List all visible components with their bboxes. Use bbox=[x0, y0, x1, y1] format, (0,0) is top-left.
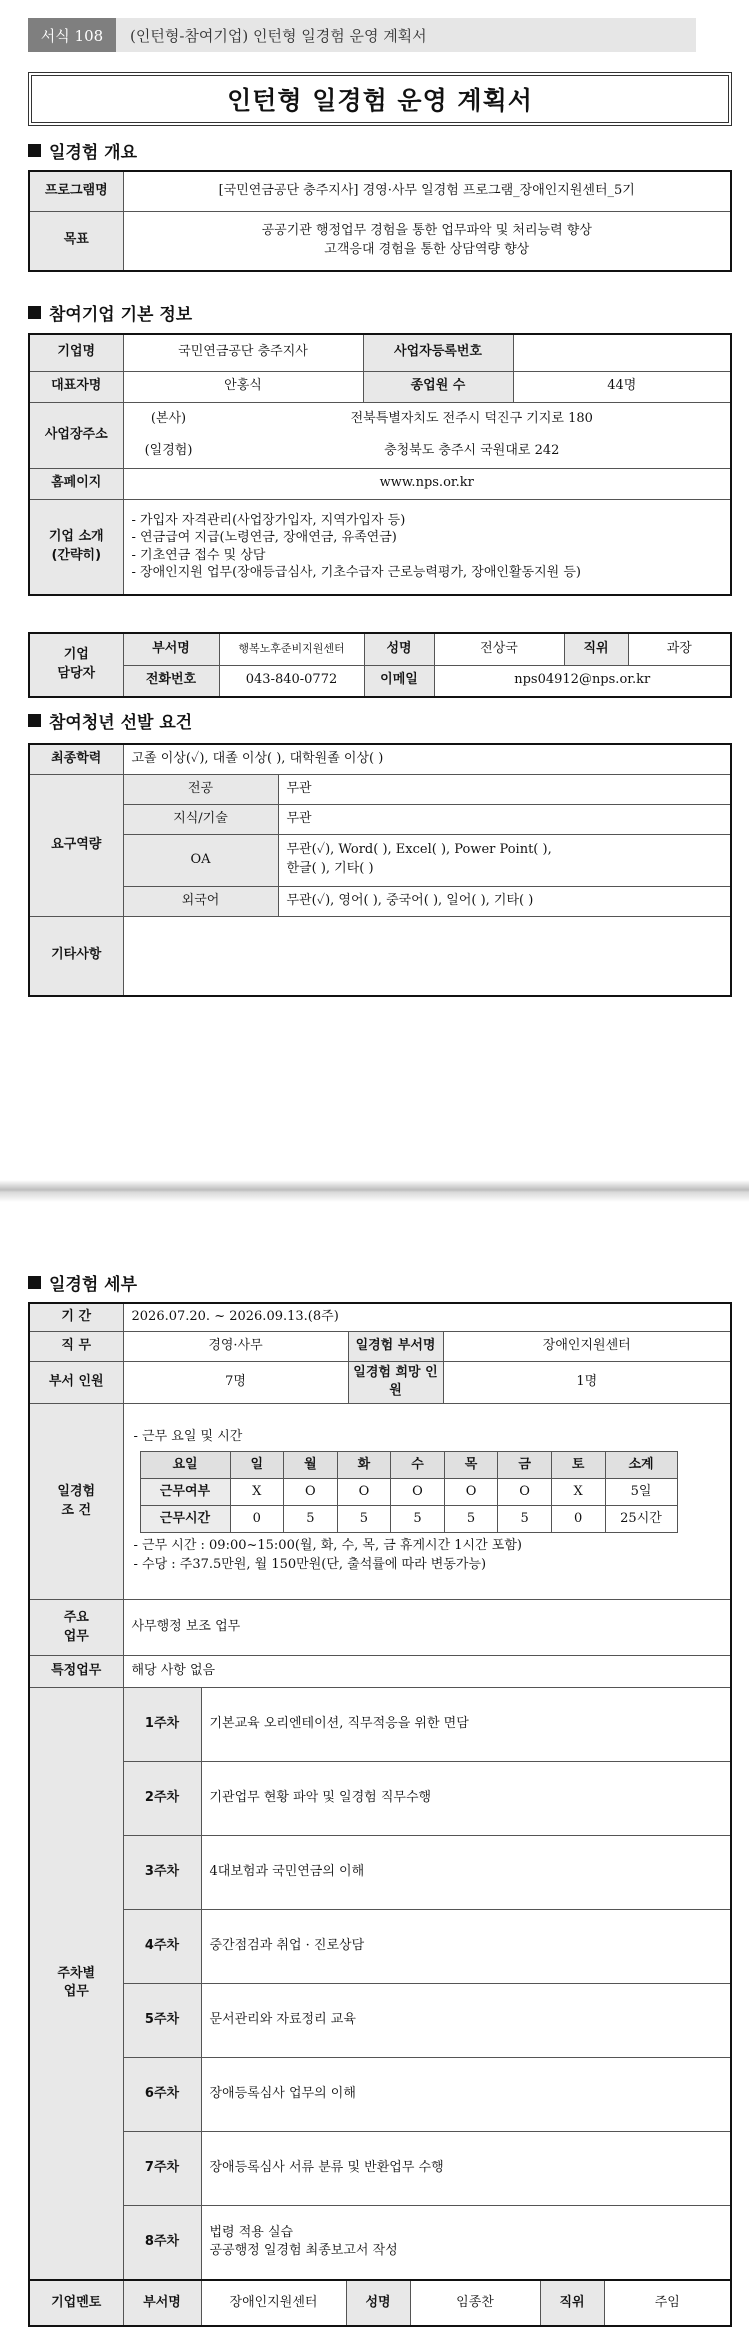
week-label: 8주차 bbox=[123, 2206, 201, 2280]
mentor-dept-label: 부서명 bbox=[123, 2280, 201, 2326]
square-bullet-icon bbox=[28, 144, 41, 157]
period-label: 기 간 bbox=[29, 1303, 123, 1331]
overview-table bbox=[28, 170, 732, 272]
mentor-name-label: 성명 bbox=[346, 2280, 410, 2326]
pay-note: - 수당 : 주37.5만원, 월 150만원(단, 출석률에 따라 변동가능) bbox=[133, 1557, 487, 1573]
bizno-label: 사업자등록번호 bbox=[363, 334, 513, 371]
week-task: 4대보험과 국민연금의 이해 bbox=[201, 1836, 731, 1910]
ceo-label: 대표자명 bbox=[29, 371, 123, 402]
program-value: [국민연금공단 충주지사] 경영·사무 일경험 프로그램_장애인지원센터_5기 bbox=[123, 171, 731, 211]
bizno-value bbox=[513, 334, 731, 371]
section-overview-heading: 일경험 개요 bbox=[28, 138, 137, 163]
week-task: 법령 적용 실습 공공행정 일경험 최종보고서 작성 bbox=[201, 2206, 731, 2280]
sched-header: 토 bbox=[551, 1452, 605, 1479]
schedule-table bbox=[140, 1451, 678, 1533]
email-value[interactable]: nps04912@nps.or.kr bbox=[434, 665, 731, 697]
sched-header: 요일 bbox=[140, 1452, 230, 1479]
company-value: 국민연금공단 충주지사 bbox=[123, 334, 363, 371]
intro-line: - 장애인지원 업무(장애등급심사, 기초수급자 근로능력평가, 장애인활동지원 등) bbox=[131, 565, 581, 581]
section-company-heading: 참여기업 기본 정보 bbox=[28, 300, 192, 325]
detail-table bbox=[28, 1302, 732, 2281]
week-label: 3주차 bbox=[123, 1836, 201, 1910]
etc-value bbox=[123, 916, 731, 996]
week-label: 1주차 bbox=[123, 1688, 201, 1762]
dept-label: 부서명 bbox=[123, 633, 219, 665]
sched-cell: O bbox=[284, 1479, 338, 1506]
requirements-table bbox=[28, 743, 732, 997]
edu-label: 최종학력 bbox=[29, 744, 123, 774]
lang-value: 무관(✓), 영어( ), 중국어( ), 일어( ), 기타( ) bbox=[278, 886, 731, 916]
sched-header: 일 bbox=[230, 1452, 284, 1479]
mentor-label: 기업멘토 bbox=[29, 2280, 123, 2326]
duty-label: 직 무 bbox=[29, 1331, 123, 1361]
mentor-name-value: 임종찬 bbox=[410, 2280, 540, 2326]
sched-cell: X bbox=[230, 1479, 284, 1506]
ceo-value: 안홍식 bbox=[123, 371, 363, 402]
sched-header: 월 bbox=[284, 1452, 338, 1479]
square-bullet-icon bbox=[28, 1276, 41, 1289]
week-label: 6주차 bbox=[123, 2058, 201, 2132]
time-note: - 근무 시간 : 09:00~15:00(월, 화, 수, 목, 금 휴게시간 1시간 포함) bbox=[133, 1538, 522, 1554]
sched-header: 수 bbox=[391, 1452, 445, 1479]
intro-label: 기업 소개 (간략히) bbox=[29, 499, 123, 595]
mentor-dept-value: 장애인지원센터 bbox=[201, 2280, 346, 2326]
program-label: 프로그램명 bbox=[29, 171, 123, 211]
week-task: 장애등록심사 업무의 이해 bbox=[201, 2058, 731, 2132]
major-label: 전공 bbox=[123, 774, 278, 804]
position-label: 직위 bbox=[564, 633, 628, 665]
page-2 bbox=[0, 1202, 749, 2342]
mentor-table bbox=[28, 2279, 732, 2327]
intro-line: - 가입자 자격관리(사업장가입자, 지역가입자 등) bbox=[131, 512, 406, 528]
homepage-label: 홈페이지 bbox=[29, 468, 123, 499]
sched-header: 목 bbox=[444, 1452, 498, 1479]
sched-row-label: 근무여부 bbox=[140, 1479, 230, 1506]
intro-value bbox=[123, 499, 731, 595]
week-task: 기본교육 오리엔테이션, 직무적응을 위한 면담 bbox=[201, 1688, 731, 1762]
hope-label: 일경험 희망 인원 bbox=[348, 1361, 443, 1404]
contact-table bbox=[28, 632, 732, 698]
email-label: 이메일 bbox=[364, 665, 434, 697]
section-detail-heading: 일경험 세부 bbox=[28, 1270, 137, 1295]
phone-label: 전화번호 bbox=[123, 665, 219, 697]
goal-value: 공공기관 행정업무 경험을 통한 업무파악 및 처리능력 향상 고객응대 경험을 통한 상담역량 향상 bbox=[123, 211, 731, 271]
special-label: 특정업무 bbox=[29, 1656, 123, 1688]
week-label: 5주차 bbox=[123, 1984, 201, 2058]
dept-value: 행복노후준비지원센터 bbox=[219, 633, 364, 665]
staff-value: 7명 bbox=[123, 1361, 348, 1404]
main-duty-label: 주요 업무 bbox=[29, 1600, 123, 1656]
edu-value: 고졸 이상(✓), 대졸 이상( ), 대학원졸 이상( ) bbox=[123, 744, 731, 774]
week-label: 7주차 bbox=[123, 2132, 201, 2206]
employees-label: 종업원 수 bbox=[363, 371, 513, 402]
wdept-value: 장애인지원센터 bbox=[443, 1331, 731, 1361]
form-tag bbox=[28, 18, 696, 52]
sched-cell: 5 bbox=[391, 1506, 445, 1533]
lang-label: 외국어 bbox=[123, 886, 278, 916]
address-value: (본사) 전북특별자치도 전주시 덕진구 기지로 180 (일경험) 충청북도 충주시 국원대로 242 bbox=[123, 402, 731, 468]
sched-cell: 0 bbox=[551, 1506, 605, 1533]
period-value: 2026.07.20. ~ 2026.09.13.(8주) bbox=[123, 1303, 731, 1331]
square-bullet-icon bbox=[28, 306, 41, 319]
sched-cell: 25시간 bbox=[605, 1506, 677, 1533]
major-value: 무관 bbox=[278, 774, 731, 804]
sched-cell: 5 bbox=[444, 1506, 498, 1533]
intro-line: - 연금급여 지급(노령연금, 장애연금, 유족연금) bbox=[131, 530, 397, 546]
homepage-value[interactable]: www.nps.or.kr bbox=[123, 468, 731, 499]
skill-value: 무관 bbox=[278, 804, 731, 834]
sched-header: 소계 bbox=[605, 1452, 677, 1479]
company-table bbox=[28, 333, 732, 596]
main-title: 인턴형 일경험 운영 계획서 bbox=[28, 72, 732, 126]
position-value: 과장 bbox=[628, 633, 731, 665]
form-title: (인턴형-참여기업) 인턴형 일경험 운영 계획서 bbox=[116, 18, 696, 52]
sched-cell: 5 bbox=[498, 1506, 552, 1533]
section-requirements-heading: 참여청년 선발 요건 bbox=[28, 708, 192, 733]
req-label: 요구역량 bbox=[29, 774, 123, 916]
square-bullet-icon bbox=[28, 714, 41, 727]
week-task: 기관업무 현황 파악 및 일경험 직무수행 bbox=[201, 1762, 731, 1836]
address-label: 사업장주소 bbox=[29, 402, 123, 468]
sched-cell: 5일 bbox=[605, 1479, 677, 1506]
etc-label: 기타사항 bbox=[29, 916, 123, 996]
cond-value bbox=[123, 1404, 731, 1600]
hope-value: 1명 bbox=[443, 1361, 731, 1404]
wdept-label: 일경험 부서명 bbox=[348, 1331, 443, 1361]
employees-value: 44명 bbox=[513, 371, 731, 402]
sched-cell: O bbox=[391, 1479, 445, 1506]
contact-label: 기업 담당자 bbox=[29, 633, 123, 697]
week-label: 2주차 bbox=[123, 1762, 201, 1836]
sched-row-label: 근무시간 bbox=[140, 1506, 230, 1533]
sched-cell: 0 bbox=[230, 1506, 284, 1533]
week-task: 중간점검과 취업 · 진로상담 bbox=[201, 1910, 731, 1984]
duty-value: 경영·사무 bbox=[123, 1331, 348, 1361]
phone-value: 043-840-0772 bbox=[219, 665, 364, 697]
sched-cell: 5 bbox=[284, 1506, 338, 1533]
special-value: 해당 사항 없음 bbox=[123, 1656, 731, 1688]
schedule-heading: - 근무 요일 및 시간 bbox=[133, 1429, 243, 1445]
form-number: 서식 108 bbox=[28, 18, 116, 52]
oa-label: OA bbox=[123, 834, 278, 886]
sched-header: 화 bbox=[337, 1452, 391, 1479]
sched-cell: O bbox=[444, 1479, 498, 1506]
name-label: 성명 bbox=[364, 633, 434, 665]
name-value: 전상국 bbox=[434, 633, 564, 665]
cond-label: 일경험 조 건 bbox=[29, 1404, 123, 1600]
mentor-pos-label: 직위 bbox=[540, 2280, 604, 2326]
sched-cell: 5 bbox=[337, 1506, 391, 1533]
intro-line: - 기초연금 접수 및 상담 bbox=[131, 547, 266, 563]
page-separator bbox=[0, 1180, 749, 1202]
company-label: 기업명 bbox=[29, 334, 123, 371]
week-label: 4주차 bbox=[123, 1910, 201, 1984]
main-duty-value: 사무행정 보조 업무 bbox=[123, 1600, 731, 1656]
staff-label: 부서 인원 bbox=[29, 1361, 123, 1404]
skill-label: 지식/기술 bbox=[123, 804, 278, 834]
sched-cell: O bbox=[337, 1479, 391, 1506]
sched-cell: O bbox=[498, 1479, 552, 1506]
sched-header: 금 bbox=[498, 1452, 552, 1479]
week-task: 문서관리와 자료정리 교육 bbox=[201, 1984, 731, 2058]
sched-cell: X bbox=[551, 1479, 605, 1506]
oa-value: 무관(✓), Word( ), Excel( ), Power Point( ), 한글( ), 기타( ) bbox=[278, 834, 731, 886]
mentor-pos-value: 주임 bbox=[604, 2280, 731, 2326]
weekly-label: 주차별 업무 bbox=[29, 1688, 123, 2280]
goal-label: 목표 bbox=[29, 211, 123, 271]
week-task: 장애등록심사 서류 분류 및 반환업무 수행 bbox=[201, 2132, 731, 2206]
